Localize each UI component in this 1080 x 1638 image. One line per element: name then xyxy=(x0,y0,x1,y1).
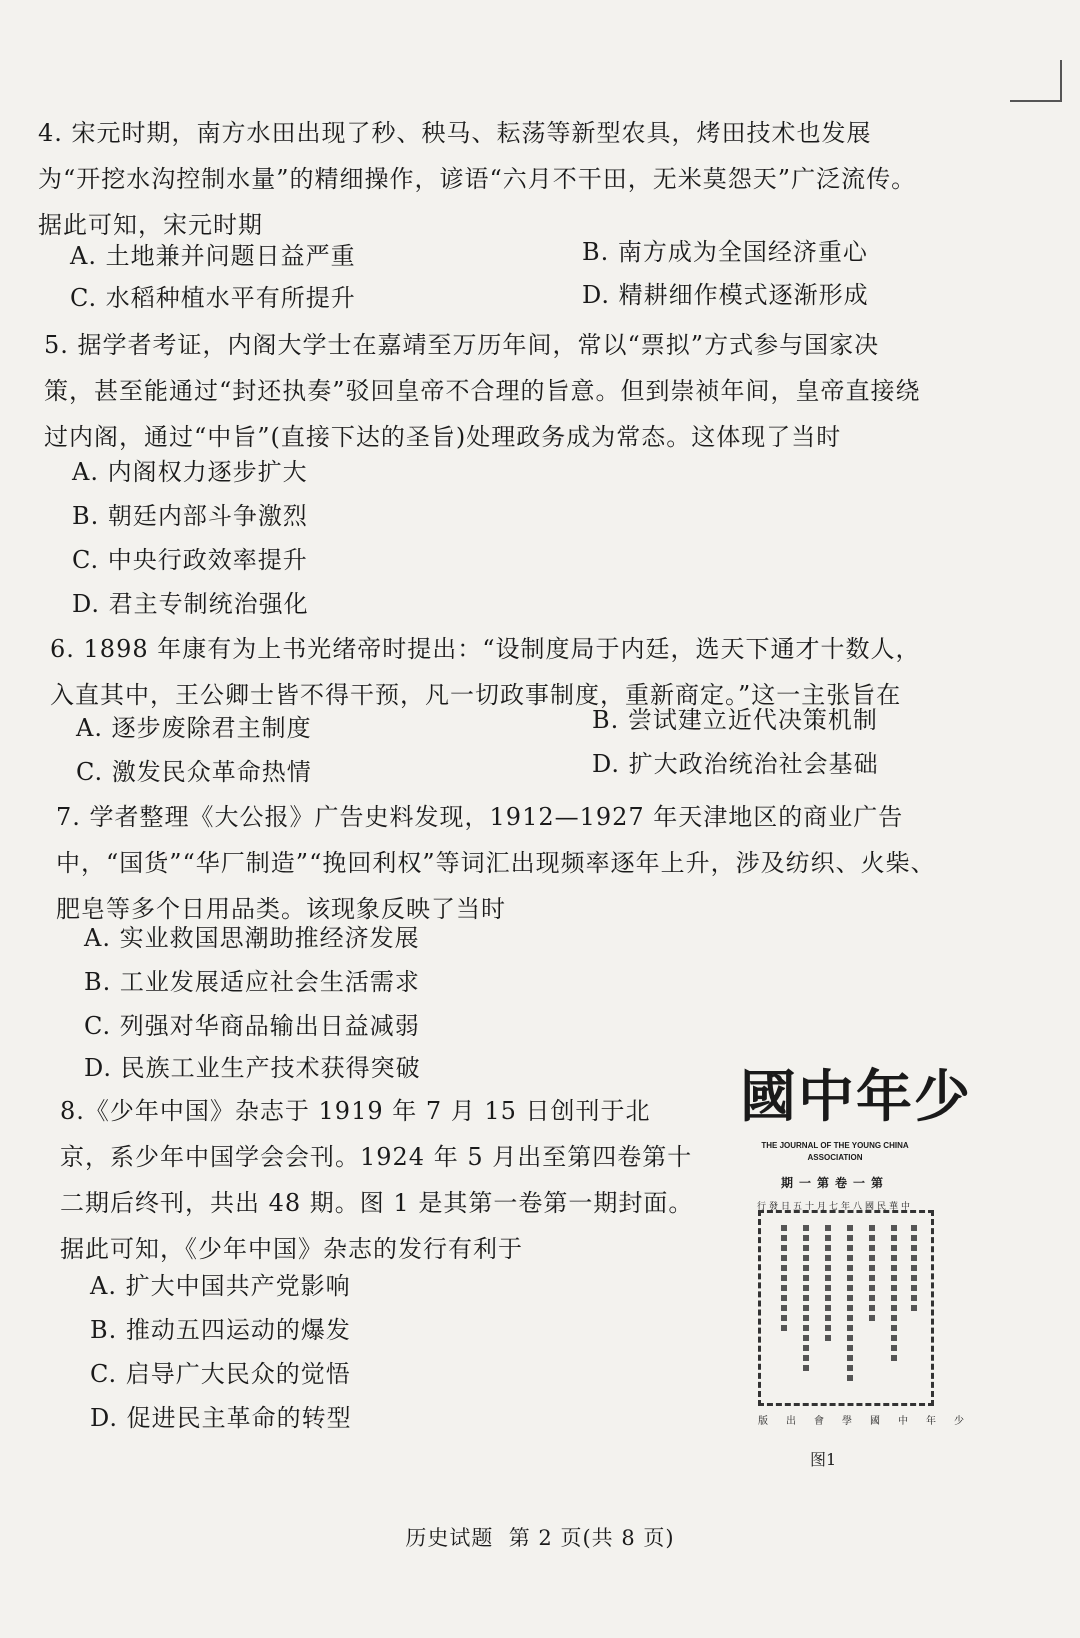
cover-text-column xyxy=(781,1225,787,1335)
figure-1-magazine-cover xyxy=(740,1062,982,1472)
question-6-option-b: B. 尝试建立近代决策机制 xyxy=(592,706,878,734)
question-6-option-c: C. 激发民众革命热情 xyxy=(76,758,312,786)
question-5 xyxy=(44,322,924,460)
question-5-option-c: C. 中央行政效率提升 xyxy=(72,546,308,574)
magazine-issue-label: 期一第卷一第 xyxy=(780,1176,889,1190)
question-8-option-c: C. 启导广大民众的觉悟 xyxy=(90,1360,351,1388)
question-7 xyxy=(56,794,936,932)
question-5-option-b: B. 朝廷内部斗争激烈 xyxy=(72,502,308,530)
question-6-option-d: D. 扩大政治统治社会基础 xyxy=(592,750,879,778)
question-7-option-c: C. 列强对华商品输出日益减弱 xyxy=(84,1012,420,1040)
question-4-option-a: A. 土地兼并问题日益严重 xyxy=(70,242,356,270)
question-7-stem: 7. 学者整理《大公报》广告史料发现，1912—1927 年天津地区的商业广告中，“国货”“华厂制造”“挽回利权”等词汇出现频率逐年上升，涉及纺织、火柴、肥皂等多个日用品类。该现象反映了当时 xyxy=(56,803,936,923)
question-5-option-a: A. 内阁权力逐步扩大 xyxy=(72,458,308,486)
question-4-stem: 4. 宋元时期，南方水田出现了秒、秧马、耘荡等新型农具，烤田技术也发展为“开挖水沟控制水量”的精细操作，谚语“六月不干田，无米莫怨天”广泛流传。据此可知，宋元时期 xyxy=(38,119,917,239)
page-corner-mark xyxy=(1010,60,1062,102)
question-8-option-d: D. 促进民主革命的转型 xyxy=(90,1404,352,1432)
question-4 xyxy=(38,110,918,248)
question-4-option-d: D. 精耕细作模式逐渐形成 xyxy=(582,281,869,309)
cover-text-column xyxy=(847,1225,853,1385)
question-8-stem: 8.《少年中国》杂志于 1919 年 7 月 15 日创刊于北京，系少年中国学会会刊。1924 年 5 月出至第四卷第十二期后终刊，共出 48 期。图 1 是其第一卷第一期封面。据此可知，《少年中国》杂志的发行有利于 xyxy=(60,1097,694,1263)
question-7-option-b: B. 工业发展适应社会生活需求 xyxy=(84,968,420,996)
question-4-option-c: C. 水稻种植水平有所提升 xyxy=(70,284,356,312)
question-7-option-a: A. 实业救国思潮助推经济发展 xyxy=(84,924,420,952)
magazine-logo: 國中年少 xyxy=(740,1064,972,1130)
cover-text-column xyxy=(869,1225,875,1325)
cover-text-column xyxy=(825,1225,831,1345)
question-4-option-b: B. 南方成为全国经济重心 xyxy=(582,238,868,266)
magazine-publisher: 版出會學國中年少 xyxy=(758,1416,982,1427)
question-8 xyxy=(60,1088,700,1272)
question-8-option-a: A. 扩大中国共产党影响 xyxy=(90,1272,351,1300)
page-footer: 历史试题 第 2 页(共 8 页) xyxy=(405,1526,675,1550)
cover-text-column xyxy=(803,1225,809,1375)
question-5-option-d: D. 君主专制统治强化 xyxy=(72,590,309,618)
magazine-english-title: THE JOURNAL OF THE YOUNG CHINA ASSOCIATION xyxy=(761,1141,909,1162)
cover-contents-frame xyxy=(758,1210,934,1406)
cover-text-column xyxy=(911,1225,917,1315)
question-8-option-b: B. 推动五四运动的爆发 xyxy=(90,1316,351,1344)
cover-text-column xyxy=(891,1225,897,1365)
figure-caption: 图1 xyxy=(810,1450,837,1469)
question-7-option-d: D. 民族工业生产技术获得突破 xyxy=(84,1054,421,1082)
question-5-stem: 5. 据学者考证，内阁大学士在嘉靖至万历年间，常以“票拟”方式参与国家决策，甚至能通过“封还执奏”驳回皇帝不合理的旨意。但到崇祯年间，皇帝直接绕过内阁，通过“中旨”(直接下达的圣旨)处理政务成为常态。这体现了当时 xyxy=(44,331,921,451)
question-6-stem: 6. 1898 年康有为上书光绪帝时提出：“设制度局于内廷，选天下通才十数人，入直其中，王公卿士皆不得干预，凡一切政事制度，重新商定。”这一主张旨在 xyxy=(50,635,921,709)
question-6-option-a: A. 逐步废除君主制度 xyxy=(76,714,312,742)
magazine-issue-date: 行發日五十月七年八國民華中 xyxy=(756,1202,913,1212)
